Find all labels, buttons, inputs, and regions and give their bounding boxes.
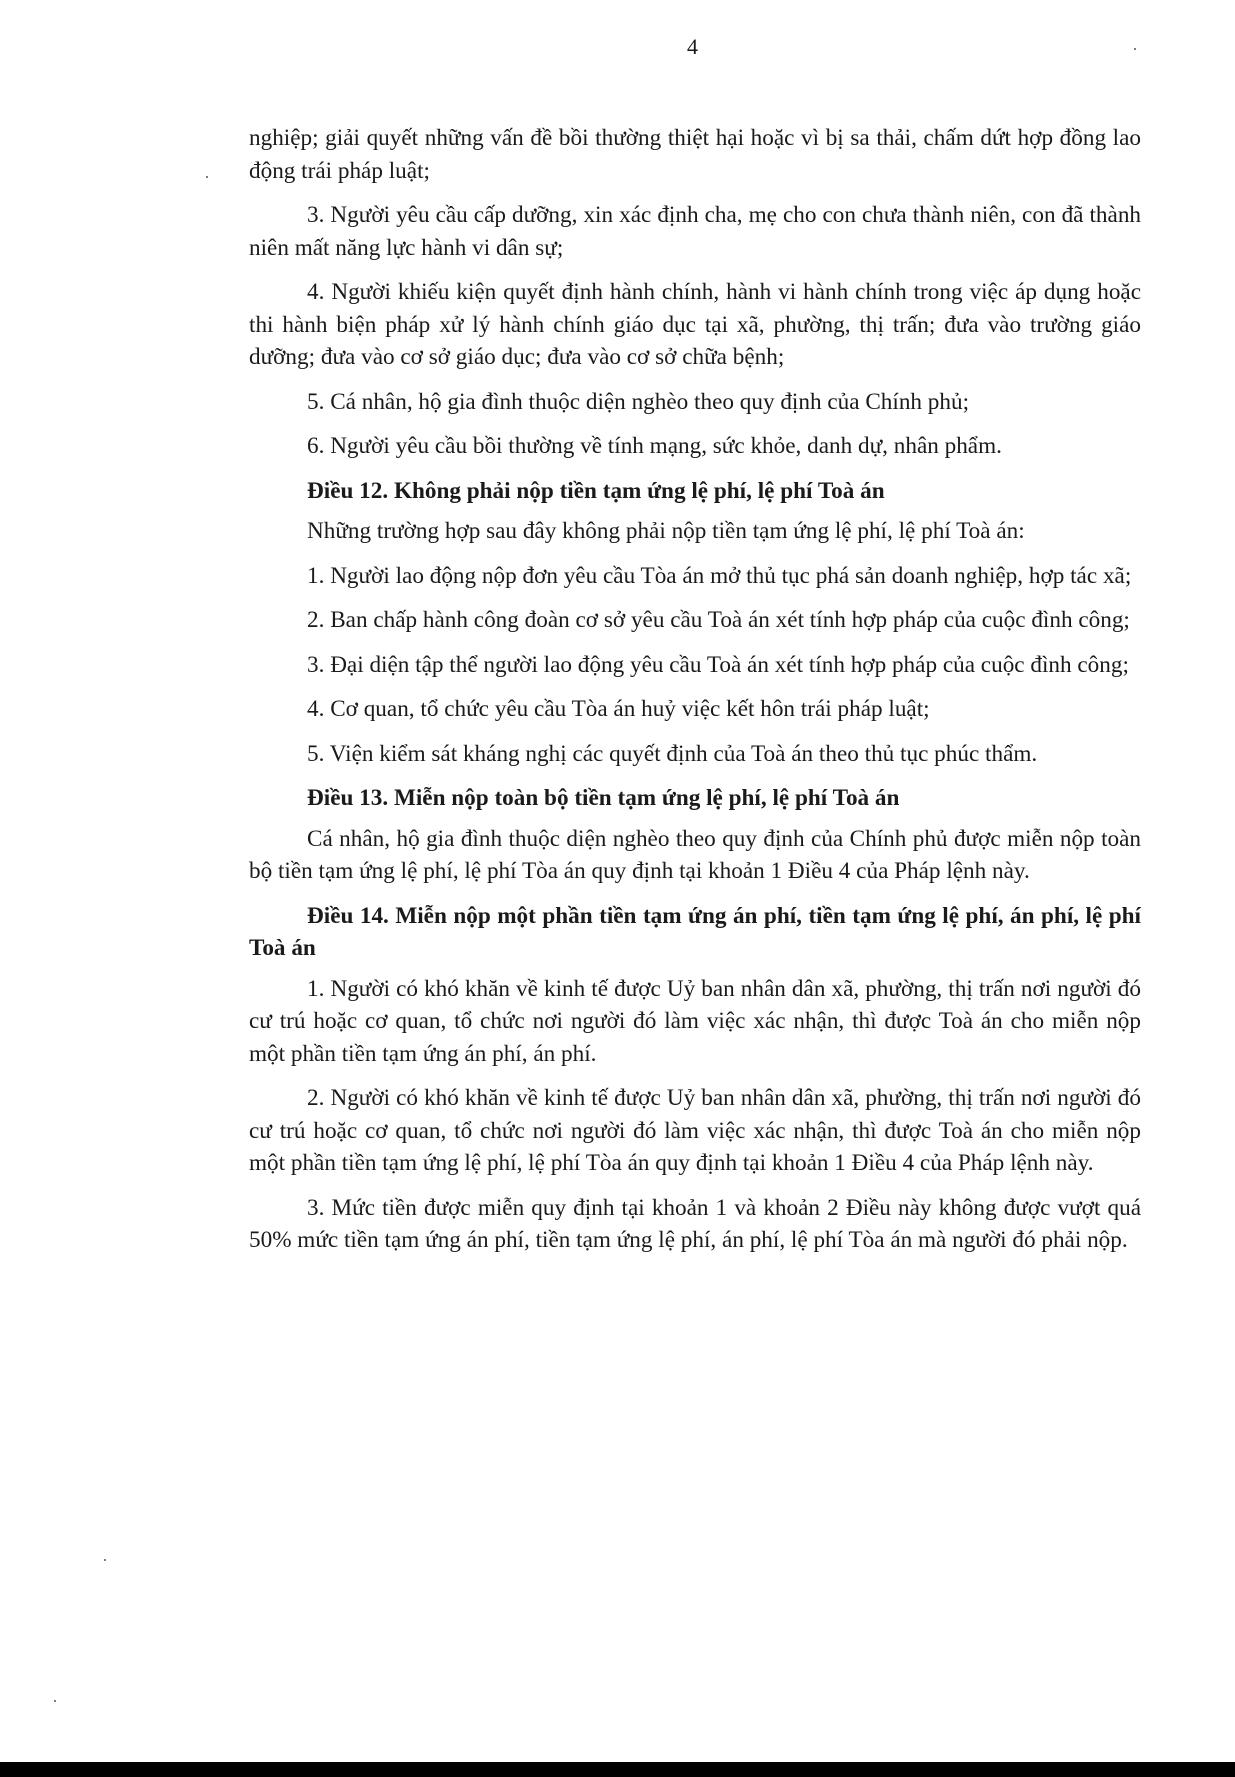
list-item: 2. Người có khó khăn về kinh tế được Uỷ ban nhân dân xã, phường, thị trấn nơi người đó cư trú hoặc cơ quan, tổ chức nơi người đó làm việc xác nhận, thì được Toà án cho miễn nộp một phần tiền tạm ứng lệ phí, lệ phí Tòa án quy định tại khoản 1 Điều 4 của Pháp lệnh này. (249, 1085, 1141, 1176)
article-12-heading: Điều 12. Không phải nộp tiền tạm ứng lệ phí, lệ phí Toà án (307, 477, 885, 504)
page-number: 4 (687, 34, 698, 59)
paragraph-continuation: nghiệp; giải quyết những vấn đề bồi thường thiệt hại hoặc vì bị sa thải, chấm dứt hợp đồng lao động trái pháp luật; (249, 125, 1141, 184)
list-item: 4. Cơ quan, tổ chức yêu cầu Tòa án huỷ việc kết hôn trái pháp luật; (307, 696, 930, 722)
list-item: 6. Người yêu cầu bồi thường về tính mạng, sức khỏe, danh dự, nhân phẩm. (307, 433, 1002, 459)
article-13-heading: Điều 13. Miễn nộp toàn bộ tiền tạm ứng lệ phí, lệ phí Toà án (307, 785, 900, 811)
scan-speck (1134, 48, 1136, 50)
list-item: 5. Cá nhân, hộ gia đình thuộc diện nghèo theo quy định của Chính phủ; (307, 388, 970, 415)
list-item: 3. Đại diện tập thể người lao động yêu cầu Toà án xét tính hợp pháp của cuộc đình công; (307, 651, 1129, 678)
article-14-heading: Điều 14. Miễn nộp một phần tiền tạm ứng án phí, tiền tạm ứng lệ phí, án phí, lệ phí Toà án (249, 902, 1141, 961)
list-item: 3. Người yêu cầu cấp dưỡng, xin xác định cha, mẹ cho con chưa thành niên, con đã thành niên mất năng lực hành vi dân sự; (249, 202, 1141, 261)
scan-speck (206, 176, 208, 178)
scan-speck (104, 1559, 106, 1561)
list-item: 4. Người khiếu kiện quyết định hành chính, hành vi hành chính trong việc áp dụng hoặc thi hành biện pháp xử lý hành chính giáo dục tại xã, phường, thị trấn; đưa vào trường giáo dưỡng; đưa vào cơ sở giáo dục; đưa vào cơ sở chữa bệnh; (249, 279, 1141, 370)
scan-speck (54, 1700, 56, 1702)
list-item: 2. Ban chấp hành công đoàn cơ sở yêu cầu Toà án xét tính hợp pháp của cuộc đình công; (307, 607, 1130, 633)
article-13-body: Cá nhân, hộ gia đình thuộc diện nghèo theo quy định của Chính phủ được miễn nộp toàn bộ tiền tạm ứng lệ phí, lệ phí Tòa án quy định tại khoản 1 Điều 4 của Pháp lệnh này. (249, 825, 1141, 884)
list-item: 1. Người lao động nộp đơn yêu cầu Tòa án mở thủ tục phá sản doanh nghiệp, hợp tác xã; (307, 562, 1132, 589)
document-body (249, 122, 1141, 1269)
list-item: 3. Mức tiền được miễn quy định tại khoản 1 và khoản 2 Điều này không được vượt quá 50% mức tiền tạm ứng án phí, tiền tạm ứng lệ phí, án phí, lệ phí Tòa án mà người đó phải nộp. (249, 1194, 1141, 1253)
list-item: 1. Người có khó khăn về kinh tế được Uỷ ban nhân dân xã, phường, thị trấn nơi người đó cư trú hoặc cơ quan, tổ chức nơi người đó làm việc xác nhận, thì được Toà án cho miễn nộp một phần tiền tạm ứng án phí, án phí. (249, 975, 1141, 1067)
list-item: 5. Viện kiểm sát kháng nghị các quyết định của Toà án theo thủ tục phúc thẩm. (307, 740, 1038, 767)
article-12-intro: Những trường hợp sau đây không phải nộp tiền tạm ứng lệ phí, lệ phí Toà án: (307, 518, 1025, 544)
scan-bottom-edge (0, 1762, 1235, 1777)
